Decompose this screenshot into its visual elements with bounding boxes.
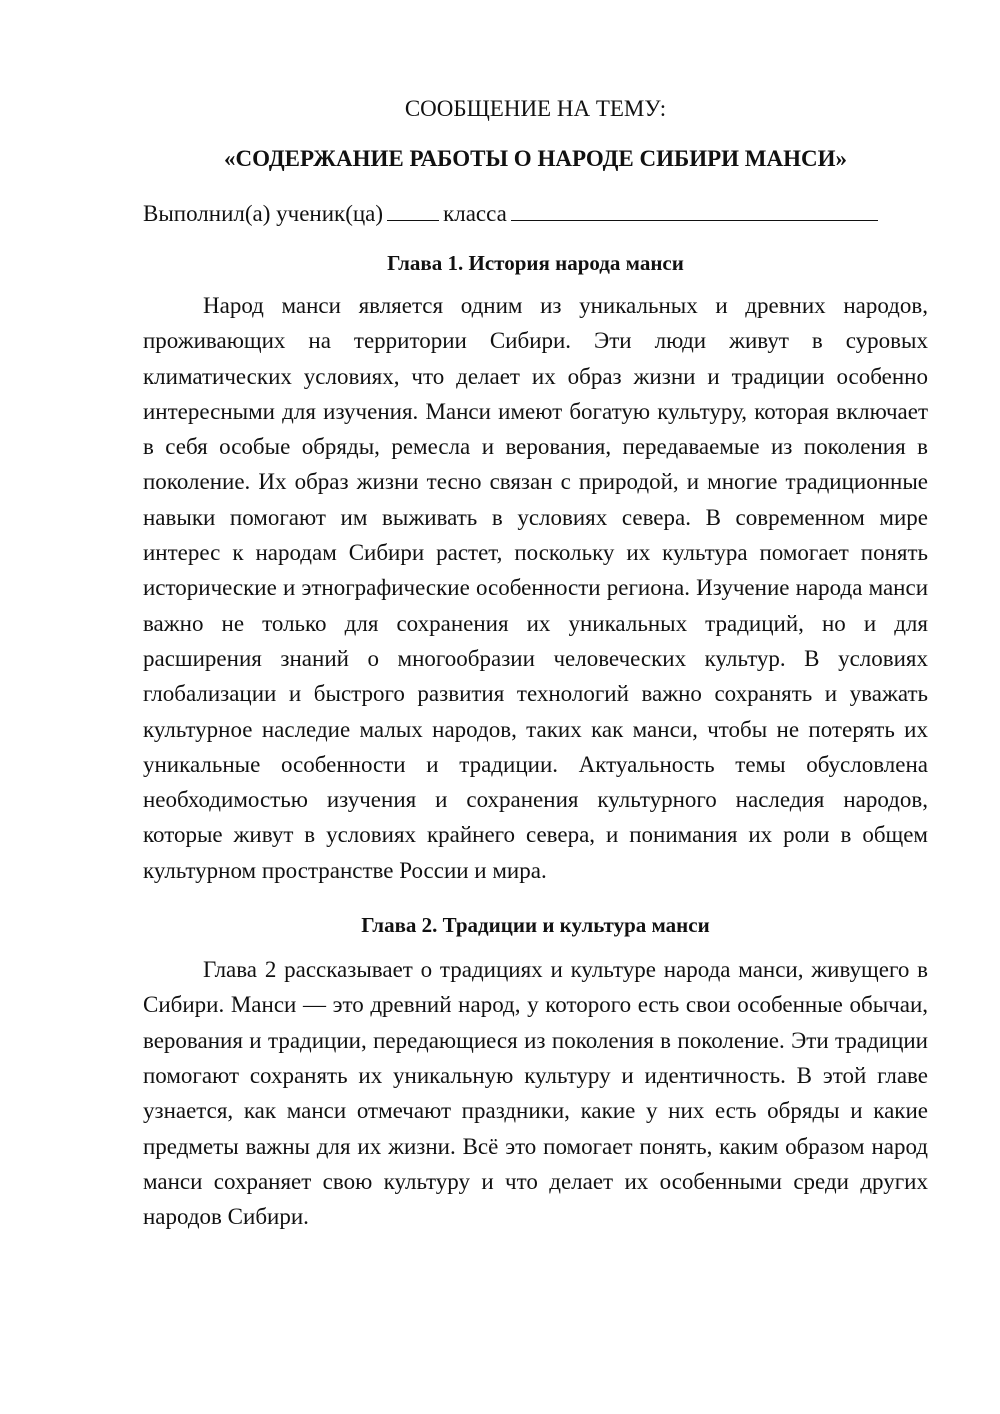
document-title-line1: СООБЩЕНИЕ НА ТЕМУ: <box>404 96 667 121</box>
chapter-1-paragraph: Народ манси является одним из уникальных и древних народов, проживающих на территории Сибири. Эти люди живут в суровых климатических условиях, что делает их образ жизни и традиции особенно интересными для изучения. Манси имеют богатую культуру, которая включает в себя особые обряды, ремесла и верования, передаваемые из поколения в поколение. Их образ жизни тесно связан с природой, и многие традиционные навыки помогают им выживать в условиях севера. В современном мире интерес к народам Сибири растет, поскольку их культура помогает понять исторические и этнографические особенности региона. Изучение народа манси важно не только для сохранения их уникальных традиций, но и для расширения знаний о многообразии человеческих культур. В условиях глобализации и быстрого развития технологий важно сохранять и уважать культурное наследие малых народов, таких как манси, чтобы не потерять их уникальные особенности и традиции. Актуальность темы обусловлена необходимостью изучения и сохранения культурного наследия народов, которые живут в условиях крайнего севера, и понимания их роли в общем культурном пространстве России и мира. <box>143 293 928 883</box>
author-prefix-label: Выполнил(а) ученик(ца) <box>143 201 384 226</box>
author-class-label: класса <box>443 201 507 226</box>
document-title-topic: «СОДЕРЖАНИЕ РАБОТЫ О НАРОДЕ СИБИРИ МАНСИ» <box>223 146 848 171</box>
class-number-blank <box>387 196 439 221</box>
chapter-2-paragraph: Глава 2 рассказывает о традициях и культуре народа манси, живущего в Сибири. Манси — это древний народ, у которого есть свои особенные обычаи, верования и традиции, передающиеся из поколения в поколение. Эти традиции помогают сохранять их уникальную культуру и идентичность. В этой главе узнается, как манси отмечают праздники, какие у них есть обряды и какие предметы важны для их жизни. Всё это помогает понять, каким образом народ манси сохраняет свою культуру и что делает их особенными среди других народов Сибири. <box>143 957 928 1230</box>
author-line <box>143 196 928 231</box>
chapter-1-heading: Глава 1. История народа манси <box>387 251 684 275</box>
document-page <box>143 92 928 1234</box>
author-name-blank <box>511 196 878 221</box>
chapter-2-heading: Глава 2. Традиции и культура манси <box>361 913 710 938</box>
